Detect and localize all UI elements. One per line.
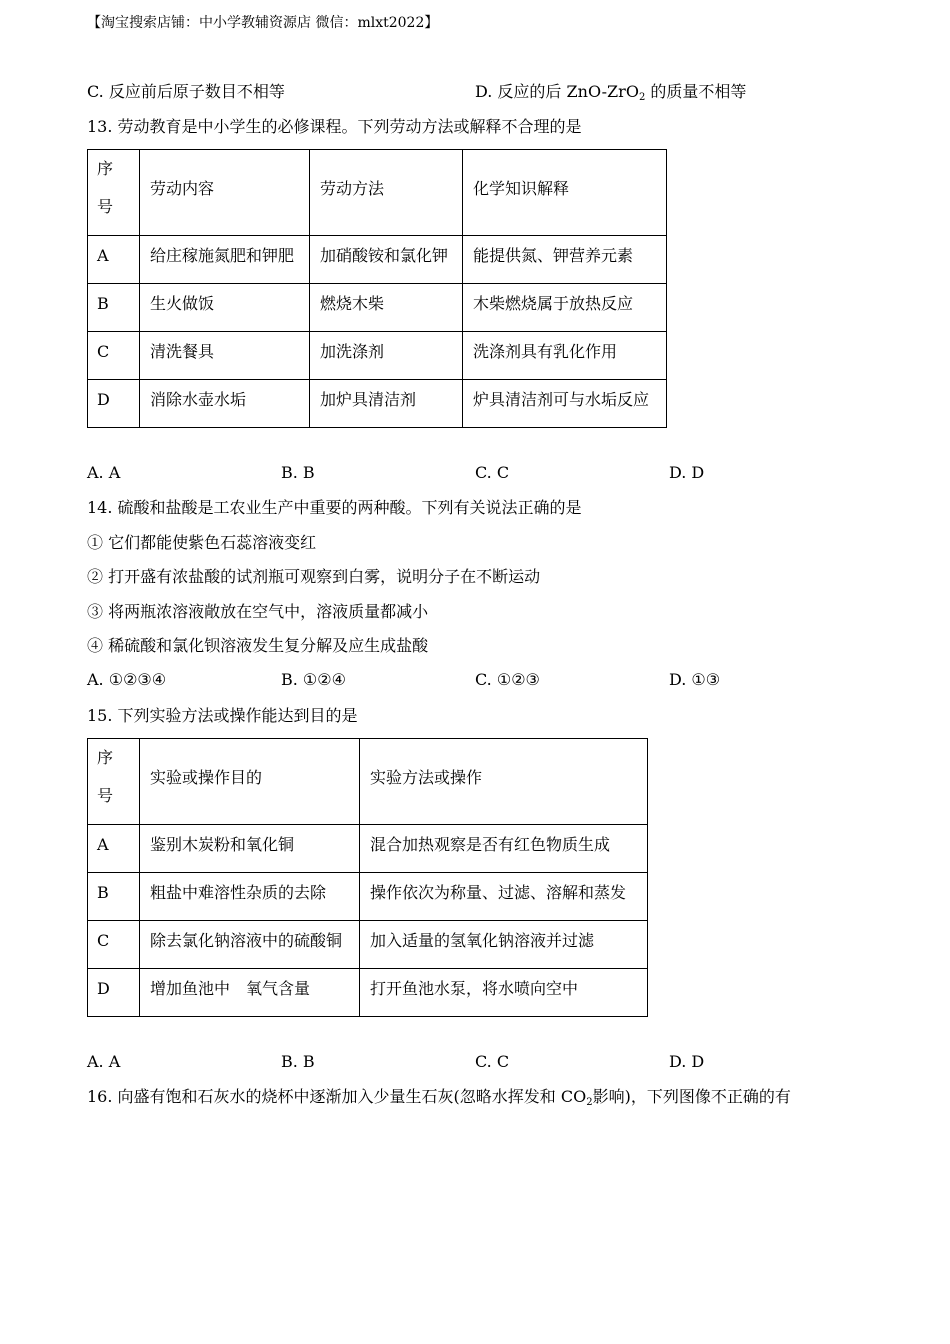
q13-row-content: 生火做饭	[140, 284, 310, 332]
q13-row-explain: 木柴燃烧属于放热反应	[463, 284, 667, 332]
q13-row-seq: C	[88, 332, 140, 380]
q14-statement-1: ① 它们都能使紫色石蕊溶液变红	[87, 533, 317, 552]
q14-statement-2: ② 打开盛有浓盐酸的试剂瓶可观察到白雾，说明分子在不断运动	[87, 567, 541, 586]
q15-option-b: B. B	[281, 1052, 315, 1071]
q15-row-method: 打开鱼池水泵，将水喷向空中	[360, 969, 648, 1017]
q14-statement-4: ④ 稀硫酸和氯化钡溶液发生复分解及应生成盐酸	[87, 636, 429, 655]
table-row	[88, 969, 648, 1017]
table-row	[88, 236, 667, 284]
q16-stem-text-end: 影响)，下列图像不正确的有	[592, 1087, 791, 1106]
table-row	[88, 332, 667, 380]
q15-row-seq: B	[88, 873, 140, 921]
table-row	[88, 873, 648, 921]
q13-row-content: 清洗餐具	[140, 332, 310, 380]
q15-row-seq: A	[88, 825, 140, 873]
q13-row-method: 加硝酸铵和氯化钾	[310, 236, 463, 284]
q15-row-method: 混合加热观察是否有红色物质生成	[360, 825, 648, 873]
q12-option-d-subscript: 2	[638, 92, 646, 103]
q15-row-purpose: 粗盐中难溶性杂质的去除	[140, 873, 360, 921]
q15-row-method: 加入适量的氢氧化钠溶液并过滤	[360, 921, 648, 969]
q15-stem: 15. 下列实验方法或操作能达到目的是	[87, 706, 358, 725]
q12-option-c: C. 反应前后原子数目不相等	[87, 82, 285, 101]
q12-option-d-text: D. 反应的后 ZnO-ZrO	[475, 82, 639, 101]
q13-header-content: 劳动内容	[140, 150, 310, 236]
q13-option-b: B. B	[281, 463, 315, 482]
q13-header-seq-bottom: 号	[97, 197, 114, 216]
table-row	[88, 825, 648, 873]
q14-statement-3: ③ 将两瓶浓溶液敞放在空气中，溶液质量都减小	[87, 602, 429, 621]
q13-header-method: 劳动方法	[310, 150, 463, 236]
q14-option-a: A. ①②③④	[87, 670, 167, 689]
q15-row-method: 操作依次为称量、过滤、溶解和蒸发	[360, 873, 648, 921]
table-row	[88, 380, 667, 428]
q13-row-content: 给庄稼施氮肥和钾肥	[140, 236, 310, 284]
q13-option-a: A. A	[87, 463, 121, 482]
q15-header-method: 实验方法或操作	[360, 739, 648, 825]
q15-table	[87, 738, 648, 1017]
q15-table-header-row	[88, 739, 648, 825]
q15-header-seq-bottom: 号	[97, 786, 114, 805]
q13-header-seq-top: 序	[97, 159, 114, 178]
q15-row-purpose: 除去氯化钠溶液中的硫酸铜	[140, 921, 360, 969]
q13-row-explain: 洗涤剂具有乳化作用	[463, 332, 667, 380]
q15-option-a: A. A	[87, 1052, 121, 1071]
q14-option-c: C. ①②③	[475, 670, 540, 689]
q15-row-seq: D	[88, 969, 140, 1017]
q16-stem	[87, 1087, 791, 1107]
q14-option-d: D. ①③	[669, 670, 721, 689]
q15-option-c: C. C	[475, 1052, 510, 1071]
table-row	[88, 284, 667, 332]
q13-table	[87, 149, 667, 428]
q13-row-method: 加炉具清洁剂	[310, 380, 463, 428]
q13-row-seq: D	[88, 380, 140, 428]
q15-option-d: D. D	[669, 1052, 705, 1071]
header-note: 【淘宝搜索店铺：中小学教辅资源店 微信：mlxt2022】	[87, 15, 439, 31]
q15-header-purpose: 实验或操作目的	[140, 739, 360, 825]
q16-stem-text: 16. 向盛有饱和石灰水的烧杯中逐渐加入少量生石灰(忽略水挥发和 CO	[87, 1087, 587, 1106]
q13-table-header-row	[88, 150, 667, 236]
q13-header-explain: 化学知识解释	[463, 150, 667, 236]
q13-row-content: 消除水壶水垢	[140, 380, 310, 428]
q13-row-explain: 能提供氮、钾营养元素	[463, 236, 667, 284]
table-row	[88, 921, 648, 969]
q13-row-method: 加洗涤剂	[310, 332, 463, 380]
q13-option-c: C. C	[475, 463, 510, 482]
q14-option-b: B. ①②④	[281, 670, 346, 689]
q12-option-d	[475, 82, 746, 102]
q12-option-d-text-end: 的质量不相等	[645, 82, 747, 101]
q15-row-purpose: 鉴别木炭粉和氧化铜	[140, 825, 360, 873]
q13-header-seq	[88, 150, 140, 236]
q13-row-explain: 炉具清洁剂可与水垢反应	[463, 380, 667, 428]
q15-header-seq	[88, 739, 140, 825]
q16-stem-subscript: 2	[586, 1097, 593, 1108]
q13-option-d: D. D	[669, 463, 705, 482]
q15-row-seq: C	[88, 921, 140, 969]
q15-row-purpose: 增加鱼池中 氧气含量	[140, 969, 360, 1017]
q14-stem: 14. 硫酸和盐酸是工农业生产中重要的两种酸。下列有关说法正确的是	[87, 498, 582, 517]
q13-row-seq: B	[88, 284, 140, 332]
q13-row-method: 燃烧木柴	[310, 284, 463, 332]
q15-header-seq-top: 序	[97, 748, 114, 767]
q13-row-seq: A	[88, 236, 140, 284]
q13-stem: 13. 劳动教育是中小学生的必修课程。下列劳动方法或解释不合理的是	[87, 117, 582, 136]
